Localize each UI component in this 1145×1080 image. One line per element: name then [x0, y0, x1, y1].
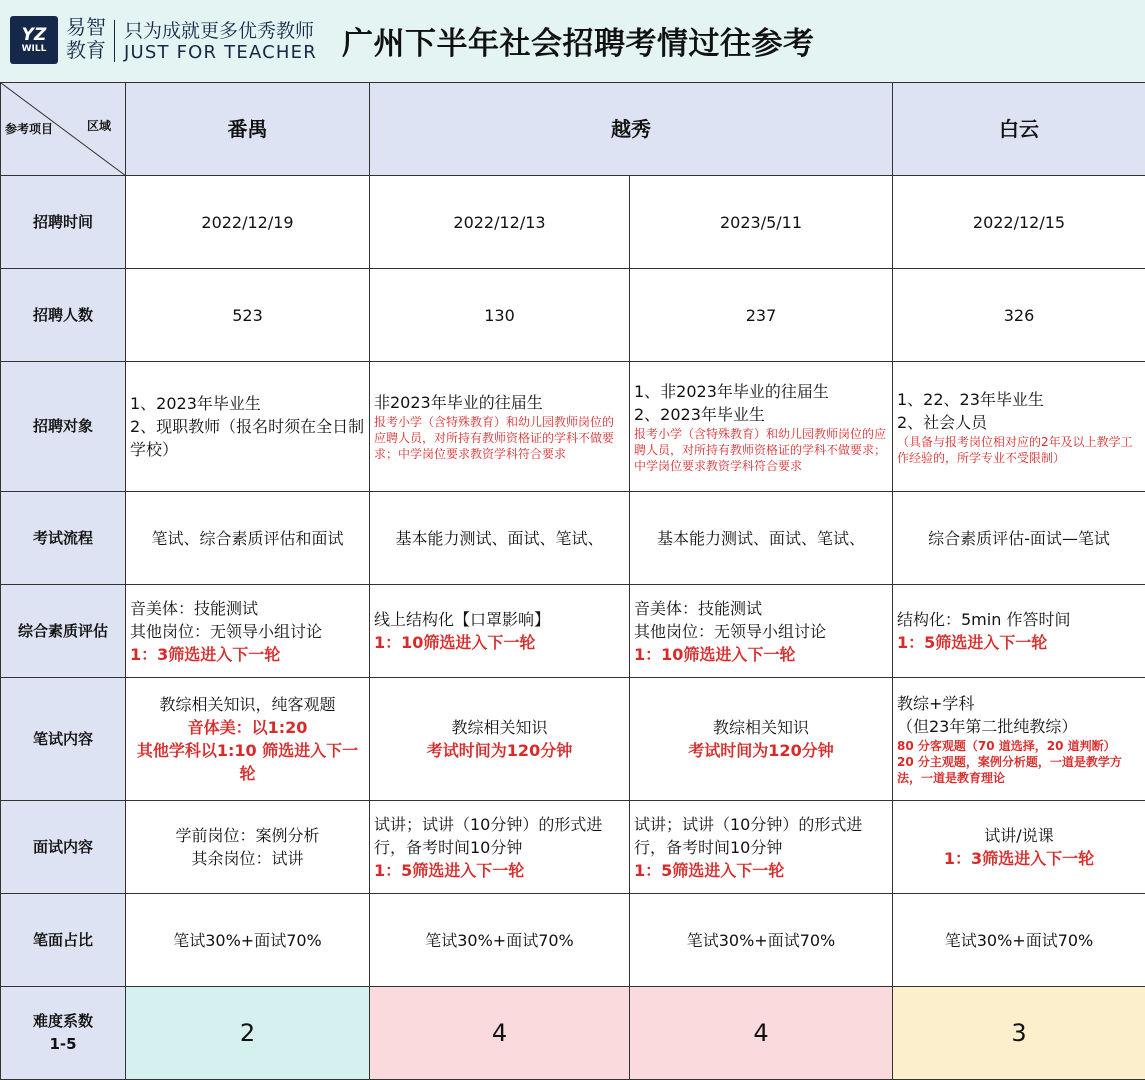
table-row	[1, 362, 1145, 492]
cell-difficulty: 3	[893, 987, 1145, 1080]
corner-region-label: 区域	[86, 119, 111, 133]
table-row	[1, 492, 1145, 585]
row-label-ratio: 笔面占比	[1, 894, 126, 987]
cell-ratio: 笔试30%+面试70%	[126, 894, 370, 987]
table-row	[1, 176, 1145, 269]
table-row	[1, 801, 1145, 894]
cell-written: 教综相关知识，纯客观题 音体美：以1:20 其他学科以1:10 筛选进入下一轮	[126, 678, 370, 801]
cell-time: 2023/5/11	[630, 176, 893, 269]
table-row	[1, 894, 1145, 987]
cell-interview: 学前岗位：案例分析 其余岗位：试讲	[126, 801, 370, 894]
cell-difficulty: 2	[126, 987, 370, 1080]
table-row	[1, 585, 1145, 678]
row-label-written: 笔试内容	[1, 678, 126, 801]
district-panyu: 番禺	[126, 83, 370, 176]
corner-cell	[1, 83, 126, 176]
row-label-time: 招聘时间	[1, 176, 126, 269]
cell-process: 笔试、综合素质评估和面试	[126, 492, 370, 585]
row-label-count: 招聘人数	[1, 269, 126, 362]
logo	[10, 16, 58, 64]
cell-difficulty: 4	[370, 987, 630, 1080]
cell-count: 523	[126, 269, 370, 362]
cell-quality: 结构化：5min 作答时间 1：5筛选进入下一轮	[893, 585, 1145, 678]
cell-target: 1、22、23年毕业生 2、社会人员 （具备与报考岗位相对应的2年及以上教学工作经验的，所学专业不受限制）	[893, 362, 1145, 492]
cell-process: 基本能力测试、面试、笔试、	[370, 492, 630, 585]
comparison-table	[0, 82, 1145, 1080]
cell-target: 非2023年毕业的往届生 报考小学（含特殊教育）和幼儿园教师岗位的应聘人员，对所持有教师资格证的学科不做要求；中学岗位要求教资学科符合要求	[370, 362, 630, 492]
row-label-process: 考试流程	[1, 492, 126, 585]
cell-time: 2022/12/13	[370, 176, 630, 269]
cell-count: 130	[370, 269, 630, 362]
cell-written: 教综相关知识 考试时间为120分钟	[630, 678, 893, 801]
cell-interview: 试讲/说课 1：3筛选进入下一轮	[893, 801, 1145, 894]
cell-target: 1、非2023年毕业的往届生 2、2023年毕业生 报考小学（含特殊教育）和幼儿园教师岗位的应聘人员，对所持有教师资格证的学科不做要求；中学岗位要求教资学科符合要求	[630, 362, 893, 492]
cell-quality: 线上结构化【口罩影响】 1：10筛选进入下一轮	[370, 585, 630, 678]
row-label-difficulty: 难度系数 1-5	[1, 987, 126, 1080]
logo-text: YZ	[21, 25, 47, 45]
corner-item-label: 参考项目	[5, 122, 54, 136]
cell-count: 326	[893, 269, 1145, 362]
table-row	[1, 678, 1145, 801]
page-header	[0, 0, 1145, 82]
row-label-target: 招聘对象	[1, 362, 126, 492]
cell-target: 1、2023年毕业生 2、现职教师（报名时须在全日制学校）	[126, 362, 370, 492]
row-label-quality: 综合素质评估	[1, 585, 126, 678]
cell-written: 教综相关知识 考试时间为120分钟	[370, 678, 630, 801]
cell-count: 237	[630, 269, 893, 362]
brand-name: 易智 教育	[66, 15, 106, 62]
table-row	[1, 987, 1145, 1080]
district-yuexiu: 越秀	[370, 83, 893, 176]
cell-written: 教综+学科 （但23年第二批纯教综） 80 分客观题（70 道选择，20 道判断） 20 分主观题，案例分析题，一道是教学方法，一道是教育理论	[893, 678, 1145, 801]
cell-ratio: 笔试30%+面试70%	[370, 894, 630, 987]
table-header-row	[1, 83, 1145, 176]
cell-time: 2022/12/15	[893, 176, 1145, 269]
cell-interview: 试讲；试讲（10分钟）的形式进行，备考时间10分钟 1：5筛选进入下一轮	[370, 801, 630, 894]
cell-process: 基本能力测试、面试、笔试、	[630, 492, 893, 585]
cell-quality: 音美体：技能测试 其他岗位：无领导小组讨论 1：10筛选进入下一轮	[630, 585, 893, 678]
cell-ratio: 笔试30%+面试70%	[630, 894, 893, 987]
cell-time: 2022/12/19	[126, 176, 370, 269]
cell-difficulty: 4	[630, 987, 893, 1080]
table-row	[1, 269, 1145, 362]
cell-quality: 音美体：技能测试 其他岗位：无领导小组讨论 1：3筛选进入下一轮	[126, 585, 370, 678]
page-title: 广州下半年社会招聘考情过往参考	[342, 26, 815, 62]
cell-interview: 试讲；试讲（10分钟）的形式进行，备考时间10分钟 1：5筛选进入下一轮	[630, 801, 893, 894]
district-baiyun: 白云	[893, 83, 1145, 176]
slogan-english: JUST FOR TEACHER	[124, 42, 317, 63]
cell-ratio: 笔试30%+面试70%	[893, 894, 1145, 987]
header-divider	[114, 20, 115, 62]
cell-process: 综合素质评估-面试—笔试	[893, 492, 1145, 585]
slogan: 只为成就更多优秀教师	[124, 20, 315, 42]
logo-sub: WILL	[21, 44, 47, 54]
row-label-interview: 面试内容	[1, 801, 126, 894]
